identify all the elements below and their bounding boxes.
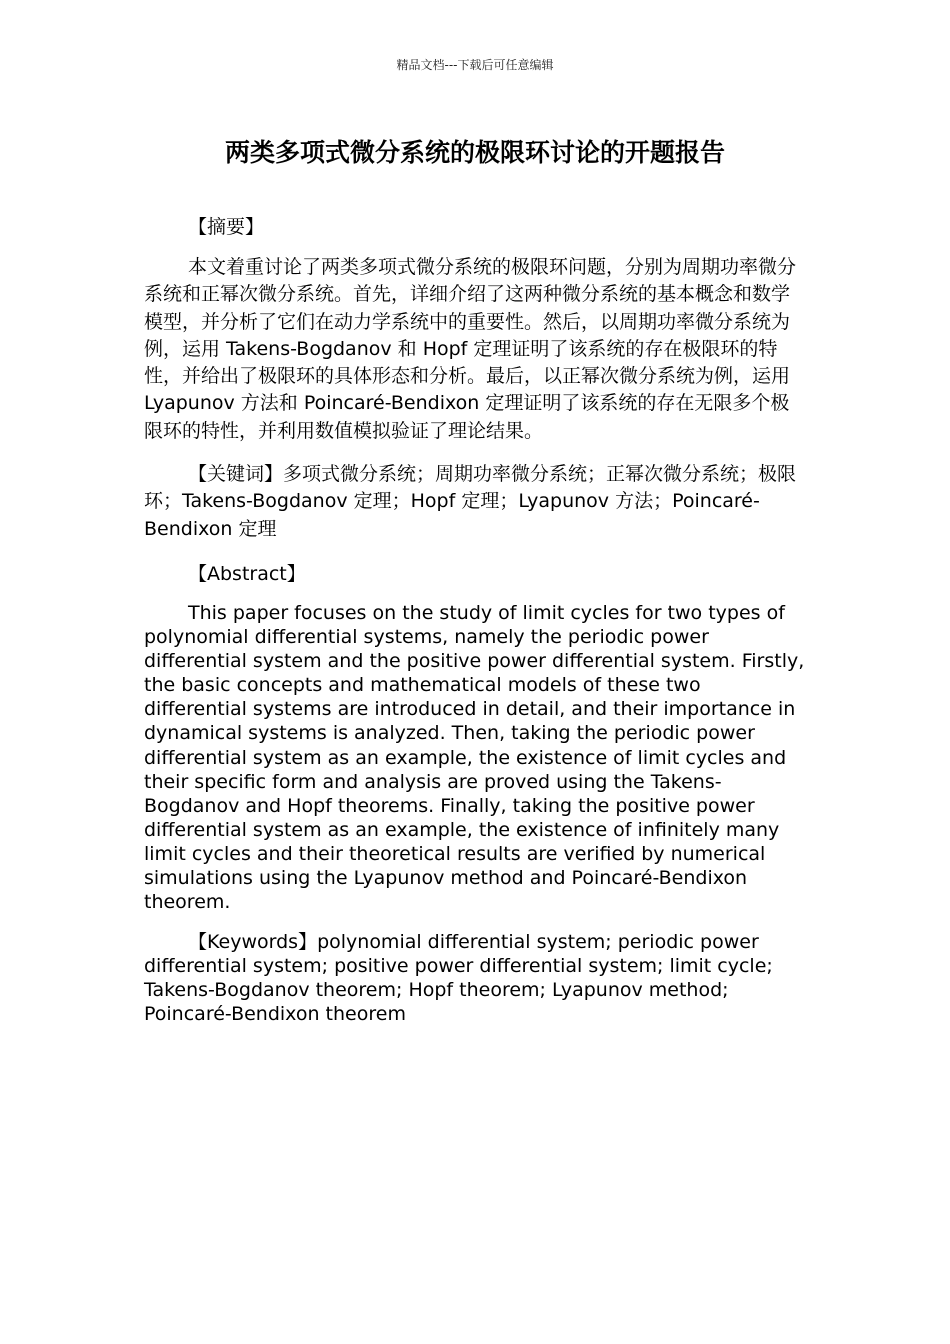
abstract-en-body: This paper focuses on the study of limit cycles for two types of polynomial differential systems, namely the periodic power differential system and the positive power differential system. Firstly, the basic concepts and mathematical models of these two differential systems are introduced in detail, and their importance in dynamical systems is analyzed. Then, taking the periodic power differential system as an example, the existence of limit cycles and their specific form and analysis are proved using the Takens-Bogdanov and Hopf theorems. Finally, taking the positive power differential system as an example, the existence of infinitely many limit cycles and their theoretical results are verified by numerical simulations using the Lyapunov method and Poincaré-Bendixon theorem.: [144, 601, 805, 914]
keywords-cn-label: 【关键词】: [188, 463, 284, 486]
keywords-cn-paragraph: [144, 461, 806, 543]
keywords-en-body: polynomial differential system; periodic power differential system; positive power differential system; limit cycle; Takens-Bogdanov theorem; Hopf theorem; Lyapunov method; Poincaré-Bendixon theorem: [144, 931, 773, 1026]
page-header-note: 精品文档---下载后可任意编辑: [396, 58, 554, 72]
document-body: [144, 212, 806, 1043]
keywords-en-label: 【Keywords】: [188, 931, 318, 954]
document-title: 两类多项式微分系统的极限环讨论的开题报告: [224, 138, 725, 167]
abstract-cn-body: 本文着重讨论了两类多项式微分系统的极限环问题，分别为周期功率微分系统和正幂次微分系统。首先，详细介绍了这两种微分系统的基本概念和数学模型，并分析了它们在动力学系统中的重要性。然后，以周期功率微分系统为例，运用 Takens-Bogdanov 和 Hopf 定理证明了该系统的存在极限环的特性，并给出了极限环的具体形态和分析。最后，以正幂次微分系统为例，运用 Lyapunov 方法和 Poincaré-Bendixon 定理证明了该系统的存在无限多个极限环的特性，并利用数值模拟验证了理论结果。: [144, 256, 797, 442]
keywords-en-paragraph: [144, 930, 806, 1026]
keywords-cn-body: 多项式微分系统；周期功率微分系统；正幂次微分系统；极限环；Takens-Bogdanov 定理；Hopf 定理；Lyapunov 方法；Poincaré-Bendixon 定理: [144, 463, 797, 540]
abstract-en-label: 【Abstract】: [188, 562, 306, 585]
abstract-cn-label: 【摘要】: [188, 216, 265, 238]
